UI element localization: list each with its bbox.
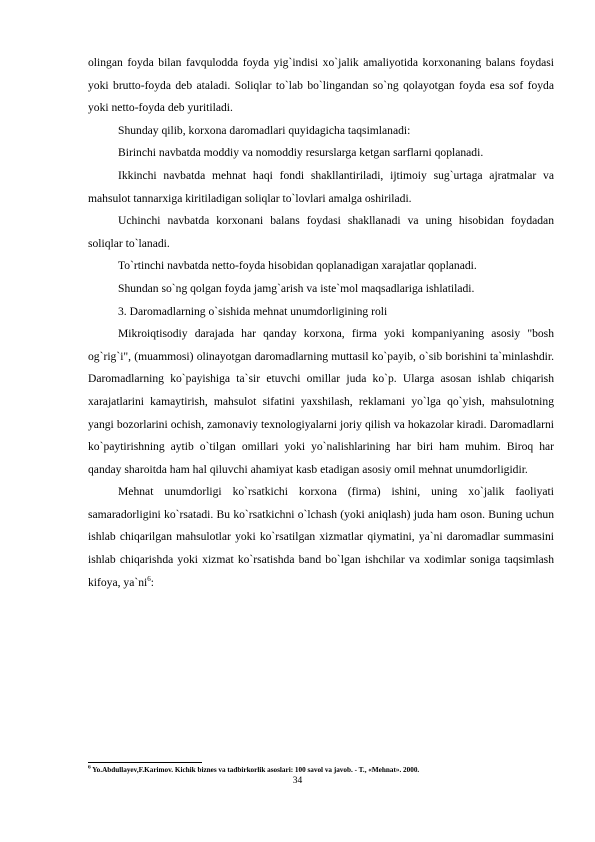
paragraph-3: Birinchi navbatda moddiy va nomoddiy resurslarga ketgan sarflarni qoplanadi. (118, 146, 484, 160)
footnote-divider (88, 762, 202, 763)
footnote-text: Yo.Abdullayev,F.Karimov. Kichik biznes va tadbirkorlik asoslari: 100 savol va javob. - T., «Mehnat». 2000. (90, 766, 420, 774)
paragraph-4: Ikkinchi navbatda mehnat haqi fondi shakllantiriladi, ijtimoiy sug`urtaga ajratmalar va mahsulot tannarxiga kiritiladigan soliqlar to`lovlari amalga oshiriladi. (88, 168, 554, 205)
page-number: 34 (292, 776, 303, 786)
footnote-reference[interactable]: 6 (147, 574, 151, 583)
paragraph-2: Shunday qilib, korxona daromadlari quyidagicha taqsimlanadi: (118, 123, 411, 137)
paragraph-7: Shundan so`ng qolgan foyda jamg`arish va iste`mol maqsadlariga ishlatiladi. (118, 281, 475, 295)
paragraph-8: Mikroiqtisodiy darajada har qanday korxona, firma yoki kompaniyaning asosiy "bosh og`rig`i", (muammosi) olinayotgan daromadlarning muttasil ko`payib, o`sib borishini ta`minlashdir. Daromadlarning ko`payishiga ta`sir etuvchi omillar juda ko`p. Ularga asosan ishlab chiqarish xarajatlarini kamaytirish, mahsulot sifatini yaxshilash, reklamani yo`lga qo`yish, mahsulotning yangi bozorlarini ochish, zamonaviy texnologiyalarni joriy qilish va hokazolar kiradi. Daromadlarni ko`paytirishning aytib o`tilgan omillari yoki yo`nalishlarining har biri ham muhim. Biroq har qanday sharoitda ham hal qiluvchi ahamiyat kasb etadigan asosiy omil mehnat unumdorligidir. (88, 327, 554, 476)
paragraph-9-tail: : (150, 575, 154, 589)
paragraph-9-text: Mehnat unumdorligi ko`rsatkichi korxona (firma) ishini, uning xo`jalik faoliyati samaradorligini ko`rsatadi. Bu ko`rsatkichni o`lchash (yoki aniqlash) juda ham oson. Buning uchun ishlab chiqarilgan mahsulotlar yoki ko`rsatilgan xizmatlar qiymatini, ya`ni daromadlar summasini ishlab chiqarishda yoki xizmat ko`rsatishda band bo`lgan ishchilar va xodimlar soniga taqsimlash kifoya, ya`ni (88, 485, 554, 589)
footnote-mark: 6 (88, 764, 91, 771)
footnote (88, 765, 554, 775)
paragraph-1: olingan foyda bilan favqulodda foyda yig`indisi xo`jalik amaliyotida korxonaning balans foydasi yoki brutto-foyda deb ataladi. Soliqlar to`lab bo`lingandan so`ng qolayotgan foyda esa sof foyda yoki netto-foyda deb yuritiladi. (88, 56, 554, 115)
body-text (88, 52, 554, 594)
paragraph-6: To`rtinchi navbatda netto-foyda hisobidan qoplanadigan xarajatlar qoplanadi. (118, 259, 477, 273)
section-heading: 3. Daromadlarning o`sishida mehnat unumdorligining roli (118, 304, 388, 318)
paragraph-9 (88, 481, 554, 594)
paragraph-5: Uchinchi navbatda korxonani balans foydasi shakllanadi va uning hisobidan foydadan soliqlar to`lanadi. (88, 214, 554, 250)
